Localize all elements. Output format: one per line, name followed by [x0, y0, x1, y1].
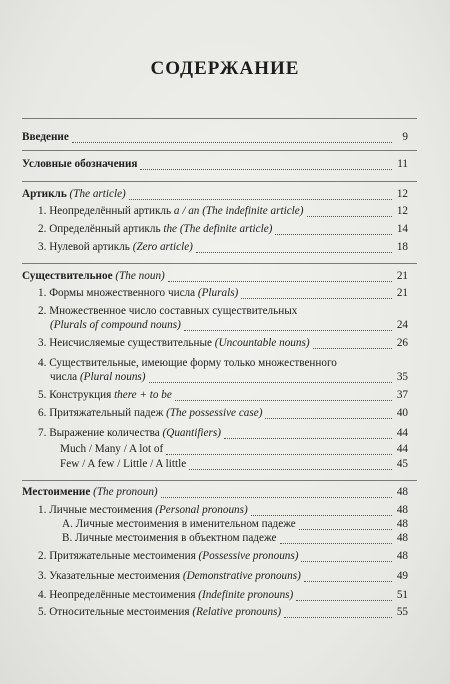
page-number: 49 — [396, 570, 408, 582]
page-number: 14 — [396, 223, 408, 235]
entry-title: числа — [50, 371, 80, 383]
toc-entry-noun[interactable] — [0, 268, 450, 284]
page-number: 12 — [396, 188, 408, 200]
entry-subtitle: a / an (The indefinite article) — [173, 205, 304, 217]
toc-entry-indefinite-article[interactable] — [0, 203, 450, 219]
page-number: 11 — [397, 158, 408, 170]
entry-title: 2. Множественное число составных существительных — [38, 305, 298, 317]
page-number: 45 — [396, 458, 408, 470]
divider — [22, 263, 417, 264]
entry-title: Much / Many / A lot of — [60, 443, 164, 455]
entry-subtitle: (Plural nouns) — [79, 371, 146, 383]
toc-entry-possessive-case[interactable] — [0, 405, 450, 421]
toc-entry-uncountable[interactable] — [0, 335, 450, 351]
page-number: 37 — [396, 389, 408, 401]
leader-dots — [284, 607, 392, 618]
toc-entry-article[interactable] — [0, 186, 450, 202]
toc-entry-demonstrative-pronouns[interactable] — [0, 568, 450, 584]
leader-dots — [275, 224, 392, 235]
entry-subtitle: (Plurals of compound nouns) — [50, 319, 181, 331]
entry-title: 4. Существительные, имеющие форму только множественного — [38, 357, 337, 369]
entry-title: Местоимение — [22, 486, 94, 498]
toc-entry-objective[interactable] — [0, 530, 450, 546]
page-number: 55 — [396, 606, 408, 618]
page-number: 48 — [396, 550, 408, 562]
page-number: 48 — [396, 518, 408, 530]
entry-subtitle: (Demonstrative pronouns) — [182, 570, 301, 582]
page-number: 18 — [396, 241, 408, 253]
leader-dots — [166, 444, 392, 455]
leader-dots — [224, 428, 392, 439]
page-number: 9 — [402, 131, 408, 143]
page-number: 51 — [396, 589, 408, 601]
entry-title: 7. Выражение количества — [38, 427, 163, 439]
entry-title: 3. Неисчисляемые существительные — [38, 337, 215, 349]
entry-title: 1. Неопределённый артикль — [38, 205, 174, 217]
toc-entry-few-little[interactable] — [0, 456, 450, 472]
leader-dots — [280, 533, 392, 544]
entry-title: Условные обозначения — [22, 158, 138, 170]
entry-title: Существительное — [22, 270, 116, 282]
toc-entry-indefinite-pronouns[interactable] — [0, 587, 450, 603]
entry-subtitle: (The article) — [69, 188, 126, 200]
divider — [22, 181, 417, 182]
entry-subtitle: (The possessive case) — [166, 407, 263, 419]
leader-dots — [72, 132, 392, 143]
leader-dots — [184, 320, 392, 331]
page-number: 26 — [396, 337, 408, 349]
leader-dots — [140, 159, 392, 170]
page-number: 48 — [396, 532, 408, 544]
entry-subtitle: (Quantifiers) — [162, 427, 221, 439]
toc-entry-possessive-pronouns[interactable] — [0, 548, 450, 564]
entry-title: Few / A few / Little / A little — [60, 458, 187, 470]
toc-entry-relative-pronouns[interactable] — [0, 604, 450, 620]
entry-title: 2. Определённый артикль — [38, 223, 164, 235]
leader-dots — [196, 242, 392, 253]
entry-subtitle: (The noun) — [115, 270, 165, 282]
leader-dots — [189, 459, 392, 470]
entry-title: 1. Личные местоимения — [38, 504, 156, 516]
toc-entry-quantifiers[interactable] — [0, 425, 450, 441]
toc-entry-plural-nouns[interactable] — [0, 369, 450, 385]
entry-title: 5. Относительные местоимения — [38, 606, 193, 618]
toc-entry-notation[interactable] — [0, 156, 450, 172]
entry-subtitle: (Possessive pronouns) — [198, 550, 299, 562]
entry-title: 3. Нулевой артикль — [38, 241, 133, 253]
toc-entry-introduction[interactable] — [0, 129, 450, 145]
page-number: 21 — [396, 287, 408, 299]
entry-title: А. Личные местоимения в именительном падеже — [62, 518, 296, 530]
toc-entry-zero-article[interactable] — [0, 239, 450, 255]
page-number: 48 — [396, 486, 408, 498]
entry-title: 2. Притяжательные местоимения — [38, 550, 199, 562]
leader-dots — [129, 189, 392, 200]
entry-subtitle: the (The definite article) — [163, 223, 273, 235]
leader-dots — [241, 288, 392, 299]
toc-entry-definite-article[interactable] — [0, 221, 450, 237]
divider — [22, 480, 417, 481]
entry-title: 6. Притяжательный падеж — [38, 407, 167, 419]
entry-title: 4. Неопределённые местоимения — [38, 589, 199, 601]
entry-title: 3. Указательные местоимения — [38, 570, 183, 582]
toc-entry-there-to-be[interactable] — [0, 387, 450, 403]
entry-subtitle: (Uncountable nouns) — [214, 337, 310, 349]
leader-dots — [251, 505, 392, 516]
page-number: 24 — [396, 319, 408, 331]
leader-dots — [175, 390, 392, 401]
entry-subtitle: (Zero article) — [132, 241, 193, 253]
leader-dots — [149, 372, 392, 383]
entry-title: В. Личные местоимения в объектном падеже — [62, 532, 277, 544]
page-number: 12 — [396, 205, 408, 217]
divider — [22, 150, 417, 151]
page-number: 35 — [396, 371, 408, 383]
entry-subtitle: (The pronoun) — [93, 486, 158, 498]
page-number: 48 — [396, 504, 408, 516]
entry-title: 1. Формы множественного числа — [38, 287, 198, 299]
divider — [22, 118, 417, 119]
page-number: 44 — [396, 427, 408, 439]
toc-entry-much-many[interactable] — [0, 441, 450, 457]
page-number: 40 — [396, 407, 408, 419]
entry-subtitle: (Indefinite pronouns) — [198, 589, 294, 601]
page-title: СОДЕРЖАНИЕ — [150, 58, 300, 79]
entry-subtitle: (Plurals) — [197, 287, 239, 299]
entry-subtitle: (Personal pronouns) — [155, 504, 248, 516]
leader-dots — [265, 408, 392, 419]
leader-dots — [161, 487, 392, 498]
entry-subtitle: there + to be — [114, 389, 172, 401]
entry-title: Артикль — [22, 188, 67, 200]
entry-title: Введение — [22, 131, 69, 143]
toc-entry-compound-plurals[interactable] — [0, 317, 450, 333]
page-number: 21 — [396, 270, 408, 282]
leader-dots — [168, 271, 392, 282]
toc-entry-pronoun[interactable] — [0, 484, 450, 500]
page-number: 44 — [396, 443, 408, 455]
entry-title: 5. Конструкция — [38, 389, 115, 401]
entry-subtitle: (Relative pronouns) — [192, 606, 282, 618]
toc-entry-plurals[interactable] — [0, 285, 450, 301]
